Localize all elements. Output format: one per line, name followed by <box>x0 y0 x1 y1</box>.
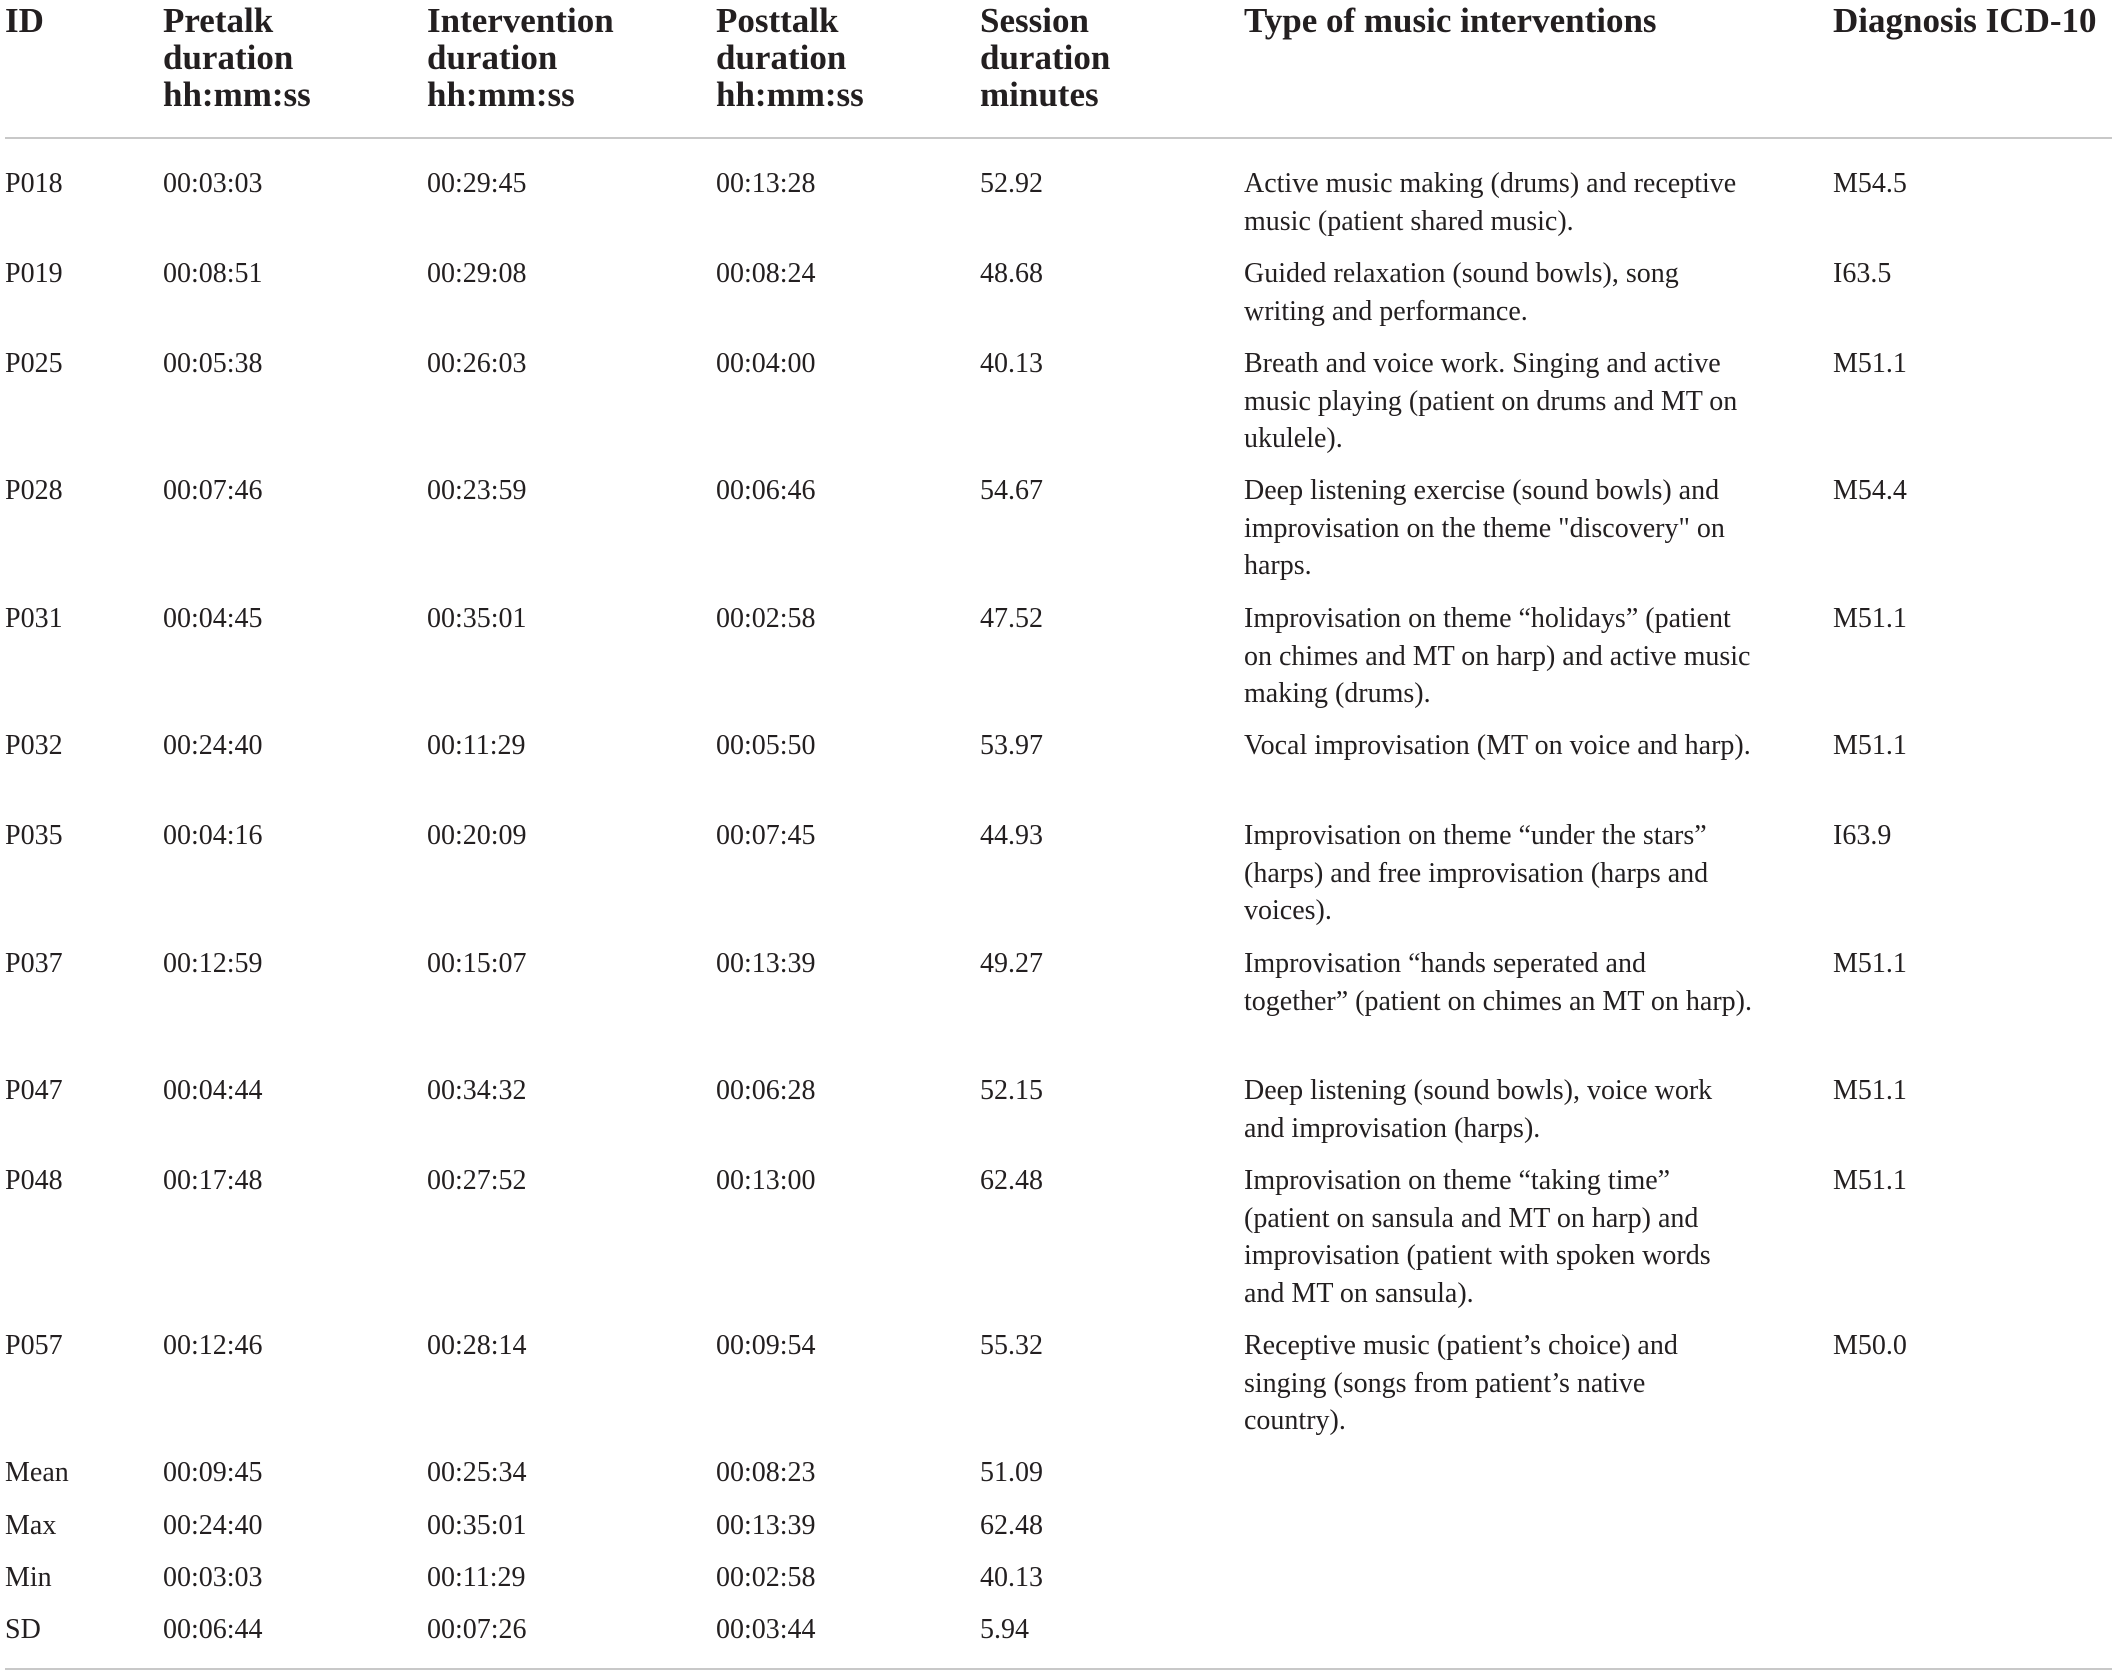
cell-id: P057 <box>5 1330 63 1361</box>
cell-intervention: 00:27:52 <box>427 1165 527 1196</box>
cell-diagnosis: I63.9 <box>1833 820 1892 851</box>
cell-pretalk: 00:07:46 <box>163 475 263 506</box>
cell-diagnosis: M51.1 <box>1833 348 1907 379</box>
cell-intervention-type: Active music making (drums) and receptive music (patient shared music). <box>1244 168 1737 237</box>
cell-session: 62.48 <box>980 1510 1043 1541</box>
cell-intervention: 00:34:32 <box>427 1075 527 1106</box>
cell-diagnosis: M54.5 <box>1833 168 1907 199</box>
cell-session: 53.97 <box>980 730 1043 761</box>
cell-pretalk: 00:08:51 <box>163 258 263 289</box>
header-session-duration: Session duration minutes <box>980 1 1111 114</box>
cell-intervention-type: Vocal improvisation (MT on voice and harp). <box>1244 730 1751 761</box>
cell-posttalk: 00:09:54 <box>716 1330 816 1361</box>
header-pretalk-duration: Pretalk duration hh:mm:ss <box>163 1 311 114</box>
cell-intervention: 00:28:14 <box>427 1330 527 1361</box>
cell-id: P037 <box>5 948 63 979</box>
header-intervention-duration: Intervention duration hh:mm:ss <box>427 1 614 114</box>
cell-diagnosis: M51.1 <box>1833 948 1907 979</box>
header-intervention-type: Type of music interventions <box>1244 1 1657 40</box>
cell-pretalk: 00:04:16 <box>163 820 263 851</box>
cell-pretalk: 00:17:48 <box>163 1165 263 1196</box>
cell-intervention-type: Improvisation on theme “holidays” (patient on chimes and MT on harp) and active music making (drums). <box>1244 603 1751 709</box>
cell-session: 52.92 <box>980 168 1043 199</box>
cell-session: 40.13 <box>980 348 1043 379</box>
cell-intervention-type: Guided relaxation (sound bowls), song writing and performance. <box>1244 258 1679 327</box>
summary-label: Max <box>5 1510 57 1541</box>
cell-posttalk: 00:05:50 <box>716 730 816 761</box>
cell-posttalk: 00:04:00 <box>716 348 816 379</box>
cell-pretalk: 00:09:45 <box>163 1457 263 1488</box>
cell-session: 62.48 <box>980 1165 1043 1196</box>
header-diagnosis: Diagnosis ICD-10 <box>1833 1 2097 40</box>
cell-diagnosis: M50.0 <box>1833 1330 1907 1361</box>
summary-label: Mean <box>5 1457 69 1488</box>
cell-posttalk: 00:13:00 <box>716 1165 816 1196</box>
cell-session: 55.32 <box>980 1330 1043 1361</box>
cell-session: 49.27 <box>980 948 1043 979</box>
cell-id: P025 <box>5 348 63 379</box>
cell-pretalk: 00:24:40 <box>163 730 263 761</box>
cell-diagnosis: I63.5 <box>1833 258 1892 289</box>
cell-intervention: 00:11:29 <box>427 1562 526 1593</box>
cell-id: P032 <box>5 730 63 761</box>
cell-posttalk: 00:02:58 <box>716 603 816 634</box>
cell-intervention: 00:20:09 <box>427 820 527 851</box>
cell-intervention-type: Improvisation “hands seperated and together” (patient on chimes an MT on harp). <box>1244 948 1752 1017</box>
header-id: ID <box>5 1 44 40</box>
cell-posttalk: 00:06:46 <box>716 475 816 506</box>
cell-intervention: 00:23:59 <box>427 475 527 506</box>
cell-session: 40.13 <box>980 1562 1043 1593</box>
cell-posttalk: 00:13:39 <box>716 1510 816 1541</box>
cell-posttalk: 00:03:44 <box>716 1614 816 1645</box>
cell-diagnosis: M51.1 <box>1833 730 1907 761</box>
cell-pretalk: 00:04:45 <box>163 603 263 634</box>
cell-posttalk: 00:13:28 <box>716 168 816 199</box>
header-posttalk-duration: Posttalk duration hh:mm:ss <box>716 1 864 114</box>
cell-pretalk: 00:12:59 <box>163 948 263 979</box>
cell-posttalk: 00:02:58 <box>716 1562 816 1593</box>
cell-intervention-type: Receptive music (patient’s choice) and singing (songs from patient’s native country). <box>1244 1330 1678 1436</box>
cell-posttalk: 00:06:28 <box>716 1075 816 1106</box>
cell-session: 52.15 <box>980 1075 1043 1106</box>
cell-intervention: 00:07:26 <box>427 1614 527 1645</box>
cell-pretalk: 00:05:38 <box>163 348 263 379</box>
cell-id: P028 <box>5 475 63 506</box>
cell-session: 44.93 <box>980 820 1043 851</box>
cell-session: 47.52 <box>980 603 1043 634</box>
cell-intervention: 00:26:03 <box>427 348 527 379</box>
cell-id: P035 <box>5 820 63 851</box>
cell-intervention: 00:29:08 <box>427 258 527 289</box>
cell-id: P047 <box>5 1075 63 1106</box>
cell-posttalk: 00:08:24 <box>716 258 816 289</box>
cell-diagnosis: M51.1 <box>1833 1075 1907 1106</box>
cell-diagnosis: M51.1 <box>1833 603 1907 634</box>
header-divider <box>5 137 2112 139</box>
cell-session: 5.94 <box>980 1614 1029 1645</box>
cell-session: 51.09 <box>980 1457 1043 1488</box>
cell-diagnosis: M51.1 <box>1833 1165 1907 1196</box>
cell-id: P019 <box>5 258 63 289</box>
cell-intervention-type: Deep listening exercise (sound bowls) and improvisation on the theme "discovery" on harps. <box>1244 475 1725 581</box>
cell-pretalk: 00:24:40 <box>163 1510 263 1541</box>
cell-intervention: 00:35:01 <box>427 1510 527 1541</box>
cell-intervention-type: Improvisation on theme “under the stars” (harps) and free improvisation (harps and voices). <box>1244 820 1709 926</box>
cell-pretalk: 00:03:03 <box>163 168 263 199</box>
cell-diagnosis: M54.4 <box>1833 475 1907 506</box>
cell-intervention: 00:15:07 <box>427 948 527 979</box>
cell-posttalk: 00:07:45 <box>716 820 816 851</box>
cell-posttalk: 00:13:39 <box>716 948 816 979</box>
bottom-divider <box>5 1668 2112 1670</box>
summary-label: Min <box>5 1562 52 1593</box>
cell-intervention: 00:35:01 <box>427 603 527 634</box>
cell-id: P031 <box>5 603 63 634</box>
cell-posttalk: 00:08:23 <box>716 1457 816 1488</box>
cell-session: 48.68 <box>980 258 1043 289</box>
summary-label: SD <box>5 1614 41 1645</box>
cell-intervention: 00:29:45 <box>427 168 527 199</box>
cell-intervention-type: Deep listening (sound bowls), voice work and improvisation (harps). <box>1244 1075 1713 1144</box>
cell-session: 54.67 <box>980 475 1043 506</box>
cell-intervention: 00:11:29 <box>427 730 526 761</box>
cell-pretalk: 00:12:46 <box>163 1330 263 1361</box>
cell-pretalk: 00:06:44 <box>163 1614 263 1645</box>
cell-intervention-type: Breath and voice work. Singing and active music playing (patient on drums and MT on ukulele). <box>1244 348 1738 454</box>
cell-pretalk: 00:03:03 <box>163 1562 263 1593</box>
cell-id: P018 <box>5 168 63 199</box>
cell-pretalk: 00:04:44 <box>163 1075 263 1106</box>
cell-id: P048 <box>5 1165 63 1196</box>
cell-intervention-type: Improvisation on theme “taking time” (patient on sansula and MT on harp) and improvisation (patient with spoken words and MT on sansula). <box>1244 1165 1711 1309</box>
cell-intervention: 00:25:34 <box>427 1457 527 1488</box>
